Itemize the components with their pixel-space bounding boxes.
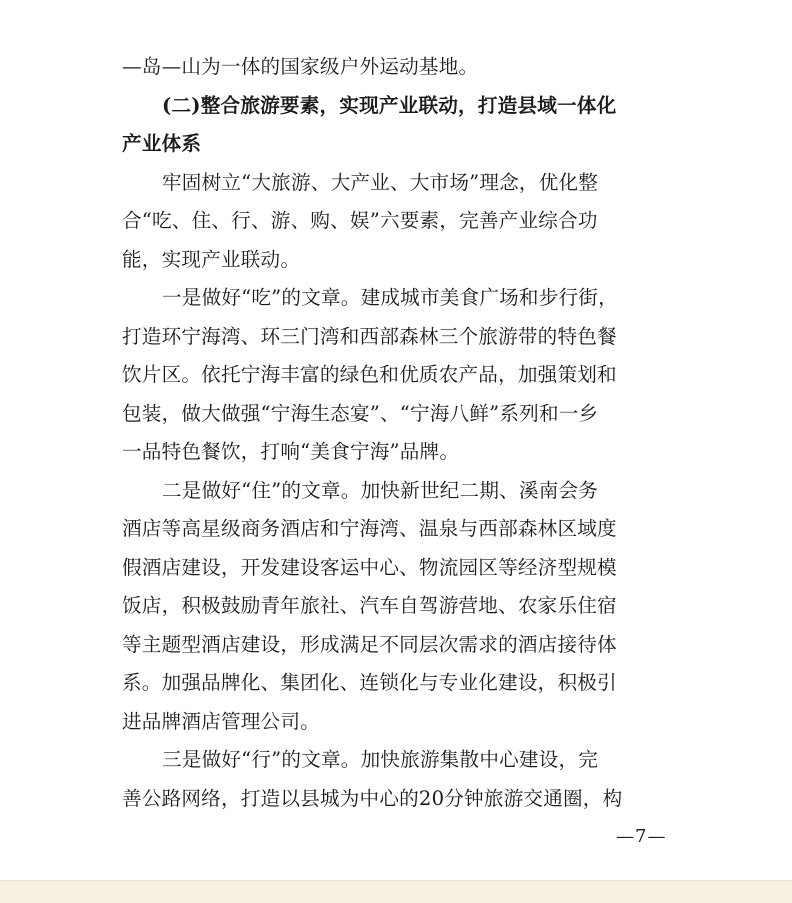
text-line: 系。加强品牌化、集团化、连锁化与专业化建设，积极引 [122, 671, 617, 694]
text-line: 二是做好“住”的文章。加快新世纪二期、溪南会务 [162, 478, 599, 502]
text-line: 假酒店建设，开发建设客运中心、物流园区等经济型规模 [122, 555, 617, 579]
text-line: 善公路网络，打造以县城为中心的20分钟旅游交通圈，构 [122, 786, 623, 810]
text-line: 酒店等高星级商务酒店和宁海湾、温泉与西部森林区域度 [122, 517, 617, 540]
section-heading-line: 产业体系 [122, 132, 202, 155]
text-line: 牢固树立“大旅游、大产业、大市场”理念，优化整 [162, 170, 599, 194]
page-bottom-edge [0, 880, 792, 903]
text-line: 三是做好“行”的文章。加快旅游集散中心建设，完 [162, 748, 599, 771]
text-line: 进品牌酒店管理公司。 [122, 709, 320, 733]
section-heading-line: (二)整合旅游要素，实现产业联动，打造县域一体化 [162, 93, 617, 117]
page-number: —7— [616, 826, 667, 847]
body-text [122, 48, 667, 818]
text-line: 等主题型酒店建设，形成满足不同层次需求的酒店接待体 [122, 632, 617, 656]
text-line: 能，实现产业联动。 [122, 247, 301, 271]
text-line: 饭店，积极鼓励青年旅社、汽车自驾游营地、农家乐住宿 [122, 594, 617, 617]
text-line: 一是做好“吃”的文章。建成城市美食广场和步行街， [162, 286, 618, 309]
text-line: 一品特色餐饮，打响“美食宁海”品牌。 [122, 440, 460, 463]
text-line: 包装，做大做强“宁海生态宴”、“宁海八鲜”系列和一乡 [122, 401, 599, 425]
text-line: —岛—山为一体的国家级户外运动基地。 [122, 55, 479, 78]
text-line: 合“吃、住、行、游、购、娱”六要素，完善产业综合功 [122, 209, 598, 232]
text-line: 打造环宁海湾、环三门湾和西部森林三个旅游带的特色餐 [122, 324, 617, 348]
text-line: 饮片区。依托宁海丰富的绿色和优质农产品，加强策划和 [122, 363, 617, 386]
